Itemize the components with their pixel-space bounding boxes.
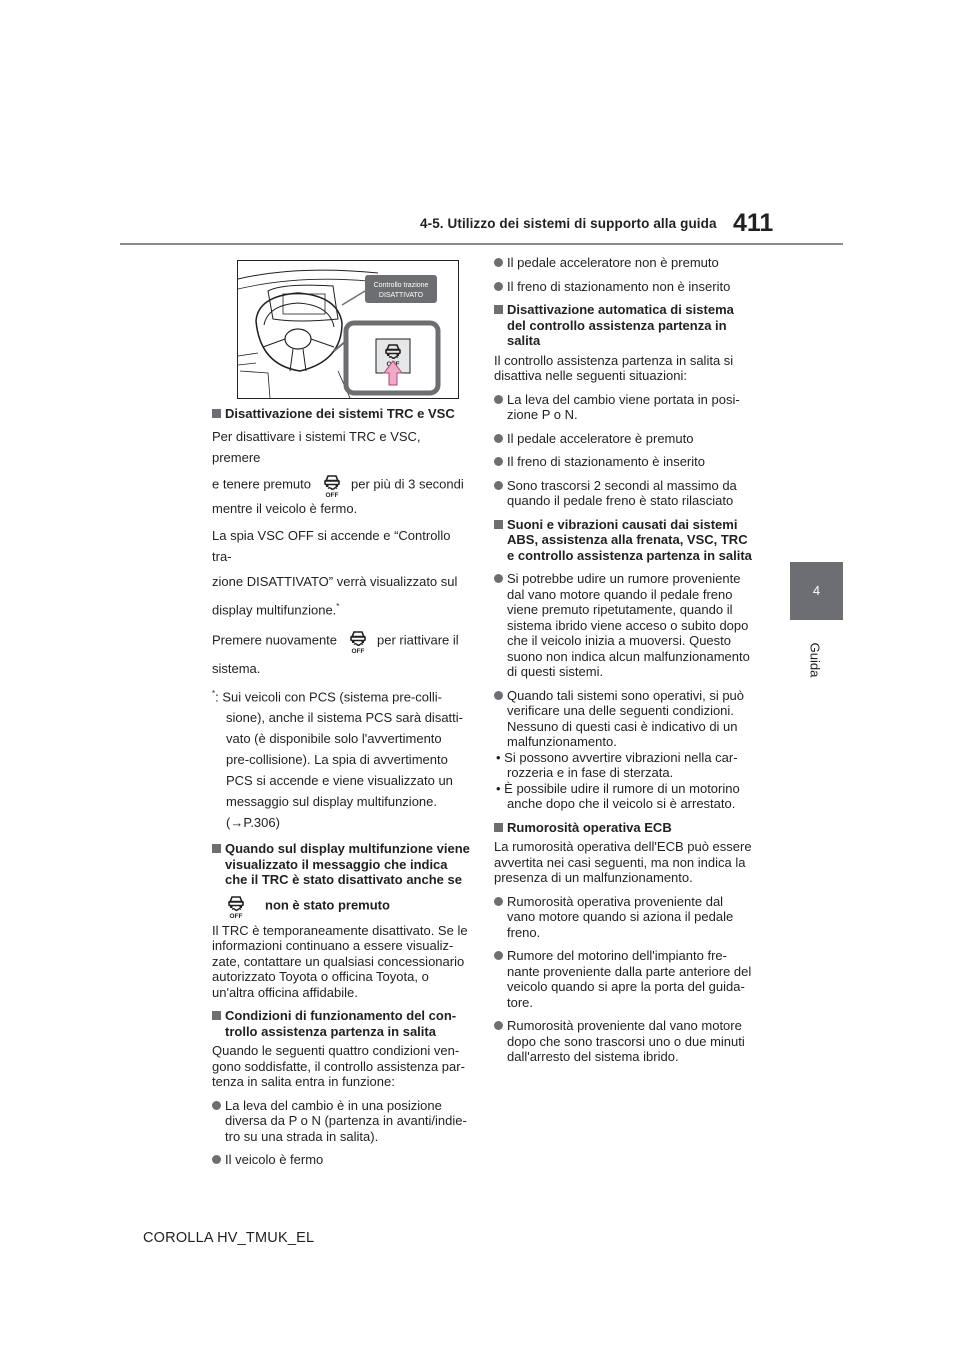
text-line: Premere nuovamente per riattivare il	[212, 628, 472, 654]
dot-bullet-icon	[494, 395, 503, 404]
square-bullet-icon	[212, 1011, 221, 1020]
square-bullet-icon	[494, 305, 503, 314]
text-line: e tenere premuto per più di 3 secondi	[212, 472, 472, 498]
dashboard-illustration	[237, 260, 459, 399]
callout-line-2: DISATTIVATO	[378, 292, 424, 299]
chapter-tab-label: Guida	[807, 642, 823, 678]
paragraph-ecb-noise: La rumorosità operativa dell'ECB può essere avvertita nei casi seguenti, ma non indica la presenza di un malfunzionamento.	[494, 839, 752, 885]
dot-bullet-icon	[494, 1021, 503, 1030]
header-rule	[120, 243, 843, 245]
paragraph-auto-deactivation: Il controllo assistenza partenza in salita si disattiva nelle seguenti situazioni:	[494, 352, 734, 383]
heading-ecb-noise: Rumorosità operativa ECB	[494, 820, 754, 836]
list-item: Rumorosità operativa proveniente dal vano motore quando si aziona il pedale freno.	[494, 894, 754, 941]
callout-line-1: Controllo trazione	[373, 282, 429, 289]
dot-bullet-icon	[494, 951, 503, 960]
list-item: Il pedale acceleratore è premuto	[494, 431, 754, 447]
left-column	[212, 406, 472, 1168]
sub-list-item: • Si possono avvertire vibrazioni nella car-rozzeria e in fase di sterzata.	[496, 749, 738, 780]
list-item: Rumore del motorino dell'impianto fre-nante proveniente dalla parte anteriore del veicolo quando si apre la porta del guida-tore.	[494, 948, 754, 1010]
list-item: Si potrebbe udire un rumore proveniente dal vano motore quando il pedale freno viene premuto ripetutamente, quando il sistema ibrido viene acceso o subito dopo che il veicolo inizia a muoversi. Questo suono non indica alcun malfunzionamento di questi sistemi.	[494, 571, 754, 680]
sub-list-item: • È possibile udire il rumore di un motorino anche dopo che il veicolo si è arrestato.	[496, 780, 740, 811]
list-item: Quando tali sistemi sono operativi, si può verificare una delle seguenti condizioni. Nessuno di questi casi è indicativo di un malfunzionamento.	[494, 688, 754, 750]
dot-bullet-icon	[494, 897, 503, 906]
dot-bullet-icon	[494, 282, 503, 291]
page-number: 411	[733, 209, 774, 237]
dot-bullet-icon	[212, 1101, 221, 1110]
text-line: sistema.	[212, 660, 261, 676]
dot-bullet-icon	[494, 434, 503, 443]
right-column	[494, 255, 754, 1065]
dot-bullet-icon	[494, 258, 503, 267]
vsc-off-icon	[321, 472, 343, 498]
paragraph-hill-start-intro: Quando le seguenti quattro condizioni ven-gono soddisfatte, il controllo assistenza par-tenza in salita entra in funzione:	[212, 1043, 465, 1090]
text-line: mentre il veicolo è fermo.	[212, 500, 358, 516]
list-item: Sono trascorsi 2 secondi al massimo da quando il pedale freno è stato rilasciato	[494, 478, 754, 509]
list-item: Il freno di stazionamento non è inserito	[494, 279, 754, 295]
list-item: Il pedale acceleratore non è premuto	[494, 255, 754, 271]
vsc-off-icon	[225, 893, 247, 919]
text-line: zione DISATTIVATO” verrà visualizzato sul	[212, 573, 458, 589]
chapter-tab: 4	[790, 562, 843, 620]
dot-bullet-icon	[494, 457, 503, 466]
heading-trc-message: Quando sul display multifunzione viene visualizzato il messaggio che indica che il TRC è stato disattivato anche se non è stato premuto	[212, 841, 472, 919]
vsc-off-icon	[347, 628, 369, 654]
square-bullet-icon	[494, 823, 503, 832]
dashboard-drawing	[238, 261, 458, 398]
dot-bullet-icon	[494, 691, 503, 700]
list-item: Rumorosità proveniente dal vano motore dopo che sono trascorsi uno o due minuti dall'arresto del sistema ibrido.	[494, 1018, 754, 1065]
text-line: La spia VSC OFF si accende e “Controllo tra-	[212, 527, 451, 564]
list-item: La leva del cambio è in una posizione diversa da P o N (partenza in avanti/indie-tro su una strada in salita).	[212, 1098, 472, 1145]
heading-disattivazione-trc-vsc: Disattivazione dei sistemi TRC e VSC	[212, 406, 472, 422]
dot-bullet-icon	[494, 574, 503, 583]
text-line: Per disattivare i sistemi TRC e VSC, premere	[212, 428, 421, 465]
paragraph-trc-temporary: Il TRC è temporaneamente disattivato. Se le informazioni continuano a essere visualiz-zate, contattare un qualsiasi concessionario autorizzato Toyota o officina Toyota, o un'altra officina affidabile.	[212, 922, 468, 1000]
list-item: Il freno di stazionamento è inserito	[494, 454, 754, 470]
footnote: *: Sui veicoli con PCS (sistema pre-colli- sione), anche il sistema PCS sarà disatti- vato (è disponibile solo l'avvertimento pre-collisione). La spia di avvertimento PCS si accende e viene visualizzato un messaggio sul display multifunzione. (→P.306)	[212, 683, 472, 833]
heading-sounds-vibrations: Suoni e vibrazioni causati dai sistemi ABS, assistenza alla frenata, VSC, TRC e controllo assistenza partenza in salita	[494, 517, 754, 564]
list-item: La leva del cambio viene portata in posi-zione P o N.	[494, 392, 754, 423]
square-bullet-icon	[494, 520, 503, 529]
dot-bullet-icon	[494, 481, 503, 490]
dot-bullet-icon	[212, 1155, 221, 1164]
heading-auto-deactivation: Disattivazione automatica di sistema del controllo assistenza partenza in salita	[494, 302, 754, 349]
footer-model-code: COROLLA HV_TMUK_EL	[143, 1230, 315, 1246]
list-item: Il veicolo è fermo	[212, 1152, 472, 1168]
text-line: display multifunzione.*	[212, 601, 340, 617]
heading-hill-start-conditions: Condizioni di funzionamento del con- trollo assistenza partenza in salita	[212, 1008, 472, 1039]
square-bullet-icon	[212, 409, 221, 418]
page-reference-link[interactable]: (→P.306)	[226, 815, 280, 831]
square-bullet-icon	[212, 844, 221, 853]
section-title: 4-5. Utilizzo dei sistemi di supporto alla guida	[420, 216, 717, 231]
